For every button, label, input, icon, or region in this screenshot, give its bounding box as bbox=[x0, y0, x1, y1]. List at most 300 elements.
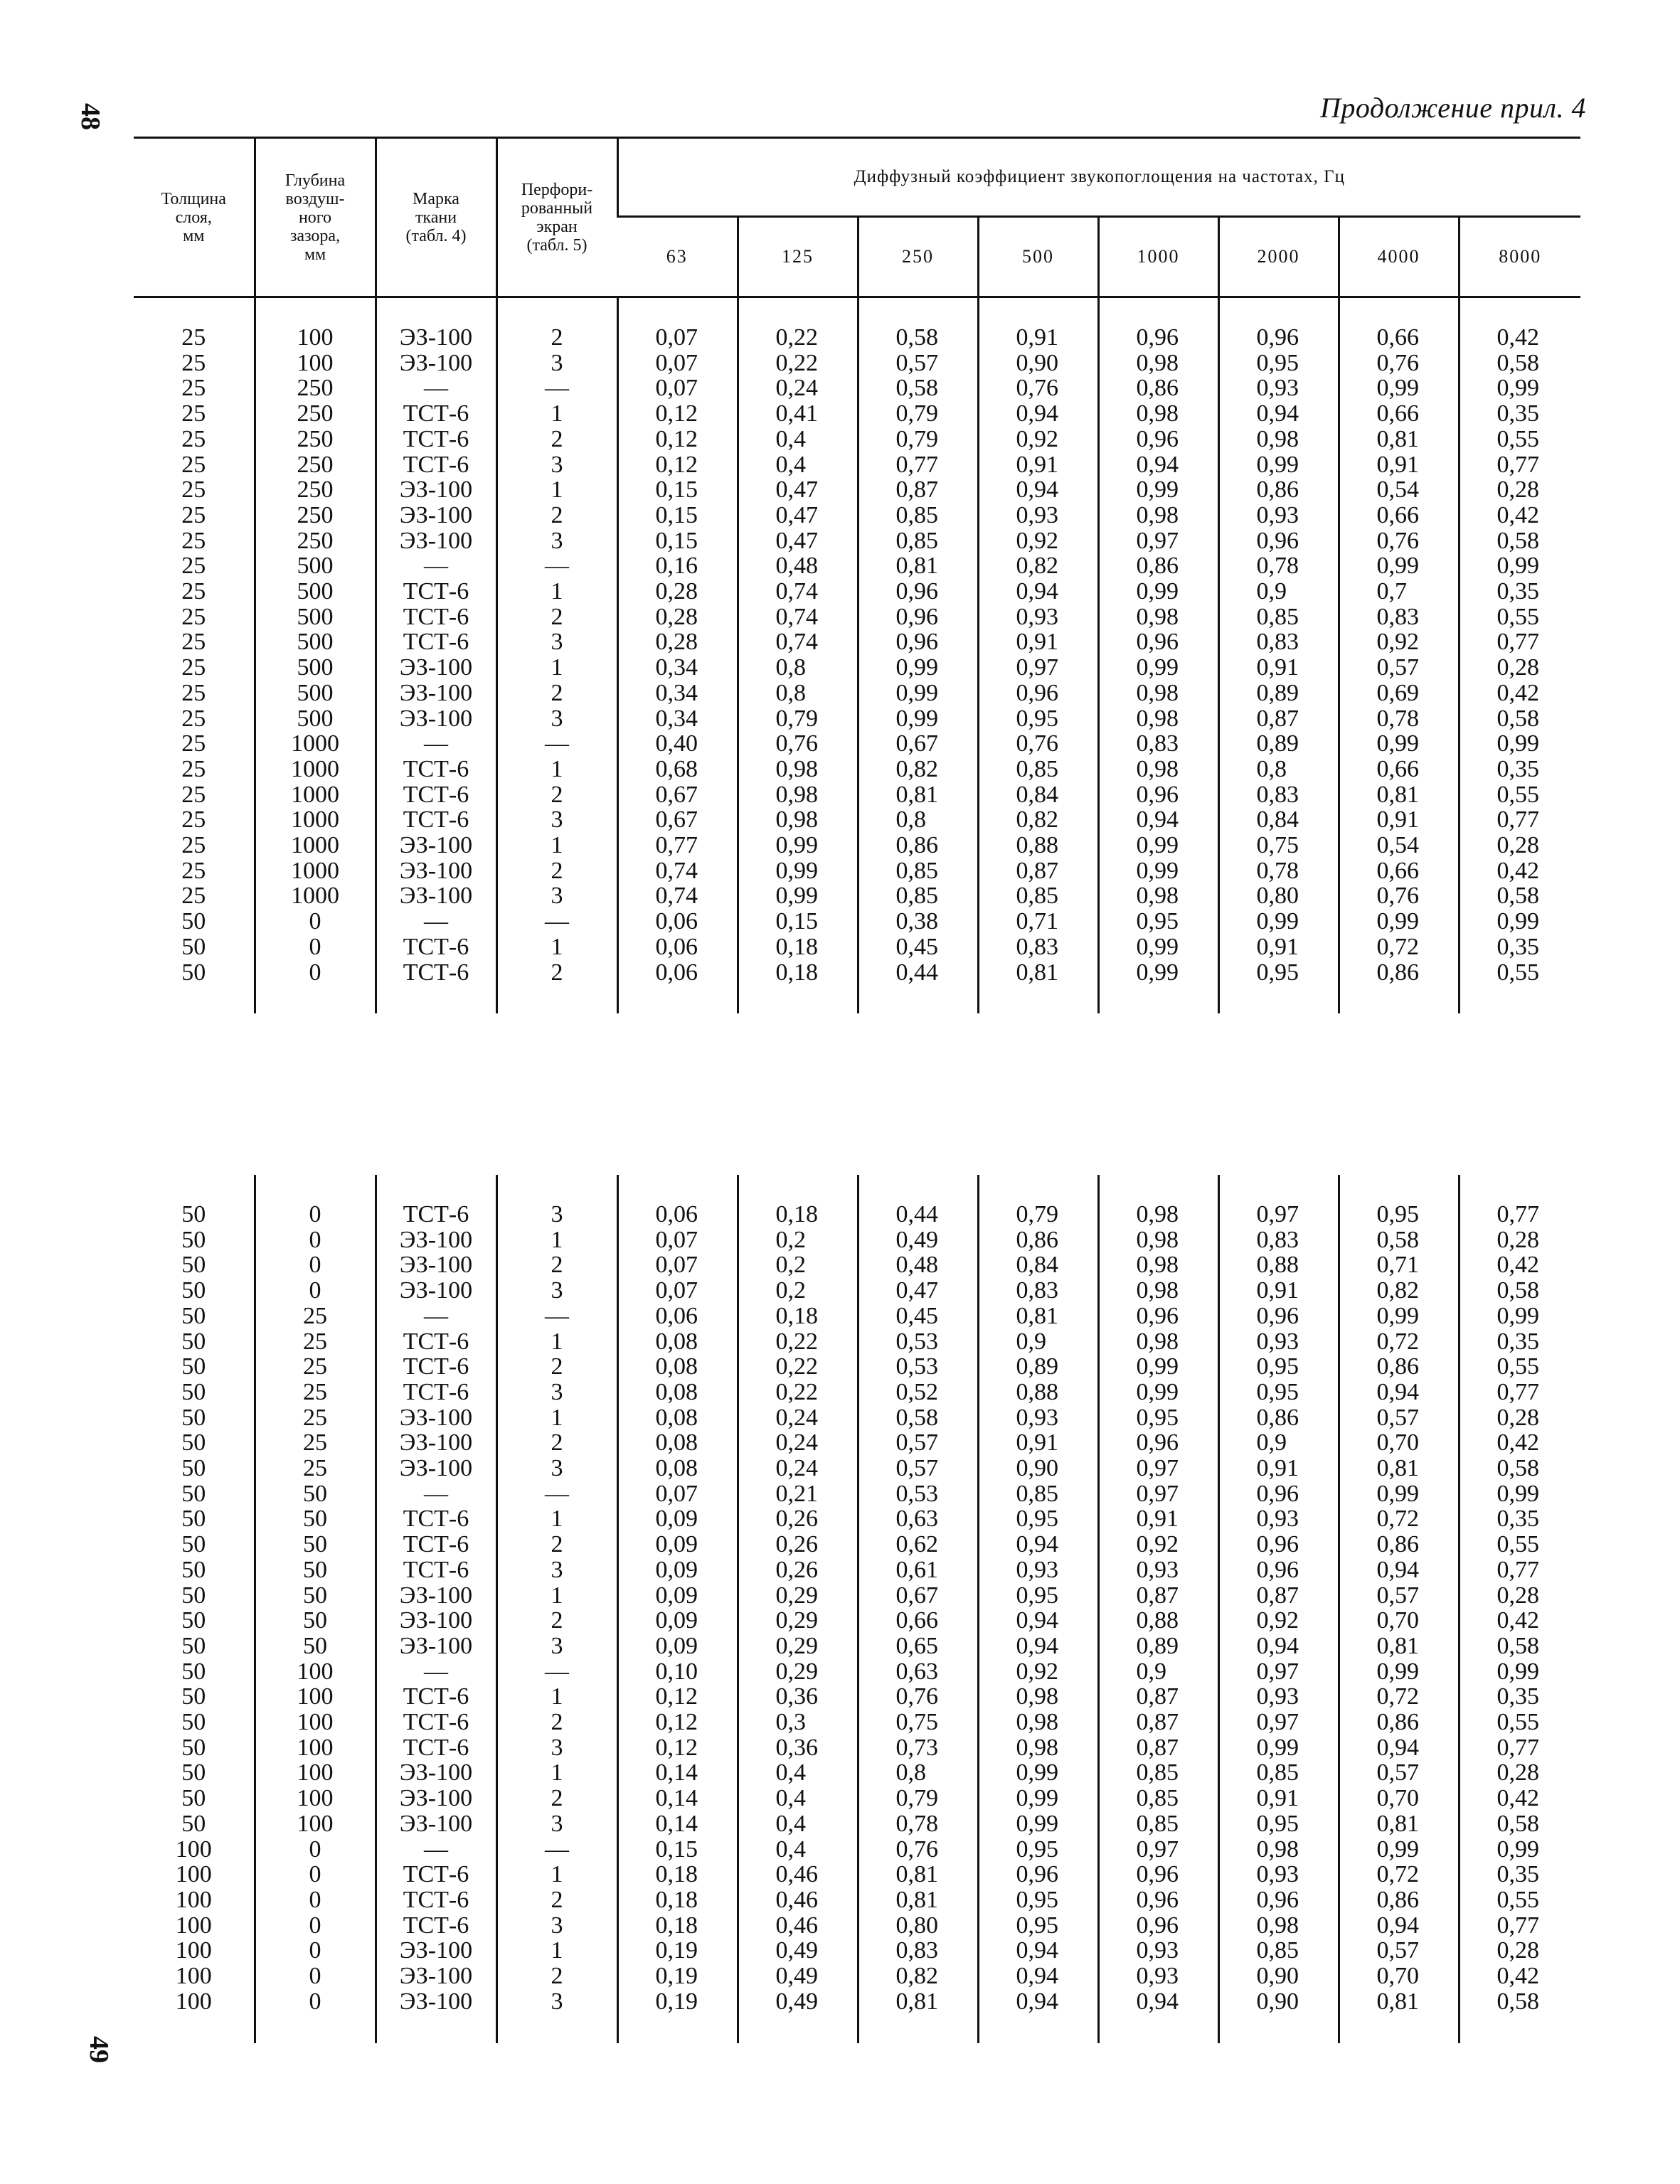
table-cell: 100 bbox=[175, 1937, 212, 1964]
table-cell: 0,72 bbox=[1339, 1684, 1459, 1710]
table-cell: ТСТ-6 bbox=[376, 757, 496, 782]
table-cell: 0,7 bbox=[1339, 579, 1459, 604]
table-cell: 0,97 bbox=[1098, 1837, 1218, 1863]
table-cell: 0,95 bbox=[1098, 909, 1218, 934]
table-cell: 0,14 bbox=[617, 1786, 738, 1811]
spacer-cell bbox=[617, 1175, 738, 1202]
table-cell: 0,98 bbox=[1098, 757, 1218, 782]
table-cell: 0,86 bbox=[1339, 1887, 1459, 1913]
table-cell: ТСТ-6 bbox=[376, 1557, 496, 1583]
table-cell: 50 bbox=[181, 1810, 206, 1837]
table-cell: 1 bbox=[496, 757, 617, 782]
table-row bbox=[134, 1557, 1580, 1583]
table-cell: 0,07 bbox=[617, 1227, 738, 1253]
table-cell: 0,78 bbox=[1339, 706, 1459, 732]
table-cell: 0,46 bbox=[738, 1887, 858, 1913]
table-cell: 0,08 bbox=[617, 1405, 738, 1431]
table-body-top bbox=[134, 297, 1580, 1014]
table-cell: 0,98 bbox=[1098, 604, 1218, 630]
spacer-cell bbox=[1459, 985, 1580, 1013]
table-cell: 25 bbox=[181, 603, 206, 630]
table-cell: 25 bbox=[181, 832, 206, 859]
table-cell: 50 bbox=[181, 1252, 206, 1279]
table-row bbox=[134, 1380, 1580, 1405]
spacer-cell bbox=[376, 1175, 496, 1202]
table-cell: 250 bbox=[255, 528, 376, 554]
table-cell: 0,93 bbox=[978, 1557, 1098, 1583]
table-cell: 0,78 bbox=[858, 1811, 978, 1837]
table-cell: 0,06 bbox=[617, 1202, 738, 1227]
table-cell: 0,99 bbox=[858, 706, 978, 732]
table-cell: 0,87 bbox=[1218, 706, 1339, 732]
table-cell: 0,99 bbox=[1098, 579, 1218, 604]
table-cell: 0,53 bbox=[858, 1329, 978, 1355]
table-cell: 0,22 bbox=[738, 351, 858, 376]
header-freq-125: 125 bbox=[738, 217, 858, 297]
table-cell: 0,29 bbox=[738, 1583, 858, 1609]
table-cell: 0,94 bbox=[978, 401, 1098, 427]
table-cell: 0,97 bbox=[978, 655, 1098, 681]
table-cell: 25 bbox=[255, 1380, 376, 1405]
table-cell: 1 bbox=[496, 579, 617, 604]
table-cell: 0,80 bbox=[1218, 883, 1339, 909]
spacer-cell bbox=[376, 2015, 496, 2043]
table-cell: 0,07 bbox=[617, 1481, 738, 1507]
table-cell: 0,85 bbox=[978, 883, 1098, 909]
table-cell: ЭЗ-100 bbox=[376, 1456, 496, 1481]
table-cell: 0,91 bbox=[1218, 655, 1339, 681]
table-cell: 3 bbox=[496, 1202, 617, 1227]
table-cell: 0,83 bbox=[978, 934, 1098, 960]
table-cell: 0,67 bbox=[617, 782, 738, 808]
spacer-cell bbox=[134, 297, 255, 326]
spacer-cell bbox=[376, 985, 496, 1013]
spacer-cell bbox=[738, 297, 858, 326]
table-cell: 50 bbox=[255, 1506, 376, 1532]
header-freq-1000: 1000 bbox=[1098, 217, 1218, 297]
table-cell: 2 bbox=[496, 1430, 617, 1456]
table-cell: 1000 bbox=[255, 883, 376, 909]
table-cell: 50 bbox=[181, 1506, 206, 1533]
table-cell: ТСТ-6 bbox=[376, 1735, 496, 1761]
table-row bbox=[134, 1811, 1580, 1837]
table-cell: 0,4 bbox=[738, 1760, 858, 1786]
table-cell: 1 bbox=[496, 401, 617, 427]
table-cell: 0,58 bbox=[1459, 706, 1580, 732]
table-cell: 0,80 bbox=[858, 1913, 978, 1939]
table-cell: 0,71 bbox=[978, 909, 1098, 934]
table-cell: 0,83 bbox=[1218, 1227, 1339, 1253]
continuation-title: Продолжение прил. 4 bbox=[1319, 92, 1586, 124]
table-cell: 50 bbox=[255, 1532, 376, 1557]
table-cell: ЭЗ-100 bbox=[376, 706, 496, 732]
table-cell: 0,28 bbox=[1459, 1938, 1580, 1964]
spacer-cell bbox=[134, 2015, 255, 2043]
table-cell: 0,96 bbox=[1218, 1887, 1339, 1913]
header-freq-8000: 8000 bbox=[1459, 217, 1580, 297]
table-row bbox=[134, 1252, 1580, 1278]
table-cell: 0,08 bbox=[617, 1380, 738, 1405]
table-cell: 0,42 bbox=[1459, 325, 1580, 351]
table-cell: 0,57 bbox=[1339, 1760, 1459, 1786]
table-cell: 0,98 bbox=[1098, 1252, 1218, 1278]
table-cell: 50 bbox=[181, 1632, 206, 1659]
table-cell: 0,34 bbox=[617, 681, 738, 706]
table-cell: 2 bbox=[496, 782, 617, 808]
table-cell: — bbox=[376, 909, 496, 934]
table-cell: 0,99 bbox=[1459, 1481, 1580, 1507]
table-cell: 0,41 bbox=[738, 401, 858, 427]
table-cell: 0,79 bbox=[858, 427, 978, 452]
table-cell: 1 bbox=[496, 477, 617, 503]
table-cell: 0,81 bbox=[858, 553, 978, 579]
header-thickness: Толщина слоя, мм bbox=[161, 189, 226, 245]
table-cell: 0,55 bbox=[1459, 1532, 1580, 1557]
table-cell: 50 bbox=[181, 1404, 206, 1431]
table-cell: 0,4 bbox=[738, 1811, 858, 1837]
table-cell: 0,28 bbox=[1459, 655, 1580, 681]
table-row bbox=[134, 1760, 1580, 1786]
table-cell: 25 bbox=[181, 349, 206, 376]
table-cell: 0,29 bbox=[738, 1634, 858, 1659]
table-cell: 0,96 bbox=[978, 1862, 1098, 1887]
table-row bbox=[134, 579, 1580, 604]
header-freq-250: 250 bbox=[858, 217, 978, 297]
table-row bbox=[134, 1989, 1580, 2015]
table-cell: 0,44 bbox=[858, 1202, 978, 1227]
table-cell: 0,99 bbox=[1098, 1354, 1218, 1380]
table-cell: 500 bbox=[255, 553, 376, 579]
header-freq-500: 500 bbox=[978, 217, 1098, 297]
spacer-cell bbox=[1098, 2015, 1218, 2043]
table-cell: 0,35 bbox=[1459, 757, 1580, 782]
table-cell: 0,90 bbox=[978, 1456, 1098, 1481]
table-cell: 0,4 bbox=[738, 427, 858, 452]
spacer-cell bbox=[1339, 985, 1459, 1013]
table-cell: ТСТ-6 bbox=[376, 1202, 496, 1227]
table-cell: 0,94 bbox=[978, 1964, 1098, 1989]
table-cell: 0,83 bbox=[1098, 731, 1218, 757]
table-cell: 0,09 bbox=[617, 1634, 738, 1659]
table-cell: 0,99 bbox=[978, 1760, 1098, 1786]
table-cell: 0,93 bbox=[978, 503, 1098, 528]
table-cell: 0,28 bbox=[617, 629, 738, 655]
table-row bbox=[134, 655, 1580, 681]
table-cell: 0,15 bbox=[617, 477, 738, 503]
table-cell: 25 bbox=[181, 451, 206, 478]
table-cell: 50 bbox=[181, 1607, 206, 1634]
table-cell: 0,12 bbox=[617, 427, 738, 452]
table-cell: 0,07 bbox=[617, 1252, 738, 1278]
table-cell: 0,96 bbox=[1098, 629, 1218, 655]
table-cell: 50 bbox=[181, 1378, 206, 1405]
table-cell: 0,9 bbox=[1218, 1430, 1339, 1456]
spacer-cell bbox=[255, 1175, 376, 1202]
table-cell: ТСТ-6 bbox=[376, 401, 496, 427]
table-cell: 2 bbox=[496, 1252, 617, 1278]
table-row bbox=[134, 883, 1580, 909]
spacer-cell bbox=[496, 985, 617, 1013]
table-cell: — bbox=[496, 909, 617, 934]
table-cell: — bbox=[496, 1304, 617, 1329]
spacer-cell bbox=[978, 297, 1098, 326]
table-cell: 0,81 bbox=[978, 960, 1098, 986]
table-row bbox=[134, 681, 1580, 706]
table-cell: 0,94 bbox=[1098, 452, 1218, 478]
table-cell: 0,89 bbox=[978, 1354, 1098, 1380]
table-cell: 0,12 bbox=[617, 1735, 738, 1761]
table-cell: ЭЗ-100 bbox=[376, 1938, 496, 1964]
table-cell: ТСТ-6 bbox=[376, 1329, 496, 1355]
table-cell: 2 bbox=[496, 1964, 617, 1989]
table-cell: 1 bbox=[496, 1405, 617, 1431]
table-cell: 100 bbox=[255, 1684, 376, 1710]
table-cell: 3 bbox=[496, 1989, 617, 2015]
table-cell: 0,95 bbox=[978, 706, 1098, 732]
table-cell: 0,81 bbox=[858, 1989, 978, 2015]
table-cell: 0,3 bbox=[738, 1710, 858, 1735]
table-cell: 0,92 bbox=[978, 528, 1098, 554]
table-cell: 0,58 bbox=[1459, 1456, 1580, 1481]
table-cell: 0,99 bbox=[1339, 1481, 1459, 1507]
spacer-cell bbox=[738, 1175, 858, 1202]
table-cell: ЭЗ-100 bbox=[376, 325, 496, 351]
table-cell: 0,35 bbox=[1459, 579, 1580, 604]
table-row bbox=[134, 1202, 1580, 1227]
table-cell: 0,95 bbox=[1339, 1202, 1459, 1227]
table-cell: 0,99 bbox=[1339, 1304, 1459, 1329]
table-cell: 0,97 bbox=[1098, 528, 1218, 554]
table-row bbox=[134, 833, 1580, 858]
table-cell: 0 bbox=[255, 1227, 376, 1253]
table-cell: 0,58 bbox=[1459, 883, 1580, 909]
table-cell: 0,66 bbox=[1339, 401, 1459, 427]
table-cell: 0,81 bbox=[1339, 427, 1459, 452]
table-cell: 0,86 bbox=[1339, 1532, 1459, 1557]
table-cell: 0,42 bbox=[1459, 1430, 1580, 1456]
table-cell: ЭЗ-100 bbox=[376, 1405, 496, 1431]
table-cell: 0,81 bbox=[1339, 782, 1459, 808]
table-cell: 0,96 bbox=[858, 579, 978, 604]
table-cell: 0,9 bbox=[1098, 1659, 1218, 1685]
table-cell: 0 bbox=[255, 1252, 376, 1278]
table-cell: 0,2 bbox=[738, 1278, 858, 1304]
table-body-bottom bbox=[134, 1175, 1580, 2043]
table-cell: 0,75 bbox=[858, 1710, 978, 1735]
table-cell: 50 bbox=[181, 1683, 206, 1710]
table-cell: 0,98 bbox=[1218, 1913, 1339, 1939]
table-cell: 0,87 bbox=[1098, 1583, 1218, 1609]
table-cell: 0,58 bbox=[1459, 351, 1580, 376]
table-cell: 0,98 bbox=[1098, 1227, 1218, 1253]
table-cell: 0,85 bbox=[978, 1481, 1098, 1507]
table-row bbox=[134, 1304, 1580, 1329]
table-row bbox=[134, 604, 1580, 630]
table-cell: 0,35 bbox=[1459, 1329, 1580, 1355]
spacer-cell bbox=[1459, 297, 1580, 326]
table-cell: 100 bbox=[255, 1786, 376, 1811]
table-cell: 0,70 bbox=[1339, 1786, 1459, 1811]
table-cell: 0,77 bbox=[1459, 1202, 1580, 1227]
table-cell: 0,12 bbox=[617, 1684, 738, 1710]
table-cell: 0,85 bbox=[1098, 1786, 1218, 1811]
table-cell: 0,82 bbox=[858, 1964, 978, 1989]
table-cell: 0,4 bbox=[738, 1786, 858, 1811]
table-cell: 0,98 bbox=[1098, 351, 1218, 376]
table-cell: 0,95 bbox=[1218, 1380, 1339, 1405]
table-cell: 0,49 bbox=[738, 1989, 858, 2015]
table-cell: 0,94 bbox=[978, 1989, 1098, 2015]
table-cell: ЭЗ-100 bbox=[376, 1583, 496, 1609]
table-cell: 0,98 bbox=[738, 782, 858, 808]
table-cell: 0,99 bbox=[1459, 1659, 1580, 1685]
table-cell: 0,35 bbox=[1459, 1684, 1580, 1710]
table-cell: 1 bbox=[496, 934, 617, 960]
table-cell: 0,14 bbox=[617, 1811, 738, 1837]
table-row bbox=[134, 858, 1580, 884]
table-cell: 50 bbox=[181, 1531, 206, 1558]
table-cell: 0,85 bbox=[1098, 1811, 1218, 1837]
table-cell: 1 bbox=[496, 1760, 617, 1786]
table-cell: 0,57 bbox=[858, 351, 978, 376]
table-cell: 0,93 bbox=[978, 604, 1098, 630]
table-cell: ТСТ-6 bbox=[376, 1684, 496, 1710]
table-cell: 0 bbox=[255, 909, 376, 934]
table-cell: 0,15 bbox=[738, 909, 858, 934]
table-cell: 25 bbox=[255, 1329, 376, 1355]
table-cell: 0,76 bbox=[1339, 883, 1459, 909]
table-cell: 2 bbox=[496, 1532, 617, 1557]
table-cell: 0,95 bbox=[978, 1837, 1098, 1863]
table-cell: 0,99 bbox=[1339, 731, 1459, 757]
table-cell: 0,24 bbox=[738, 1405, 858, 1431]
table-cell: 1 bbox=[496, 1227, 617, 1253]
spacer-cell bbox=[1339, 2015, 1459, 2043]
table-cell: 1 bbox=[496, 1938, 617, 1964]
table-cell: 0,81 bbox=[858, 1887, 978, 1913]
table-cell: 2 bbox=[496, 1887, 617, 1913]
table-cell: 0,99 bbox=[1459, 909, 1580, 934]
table-row bbox=[134, 1354, 1580, 1380]
table-cell: 0,91 bbox=[1098, 1506, 1218, 1532]
table-cell: — bbox=[496, 731, 617, 757]
table-cell: 0,22 bbox=[738, 1380, 858, 1405]
table-cell: 100 bbox=[175, 1886, 212, 1913]
table-cell: 0,88 bbox=[978, 1380, 1098, 1405]
table-cell: 0,74 bbox=[738, 604, 858, 630]
table-cell: 250 bbox=[255, 503, 376, 528]
table-cell: 0 bbox=[255, 1202, 376, 1227]
table-cell: 0,81 bbox=[858, 1862, 978, 1887]
table-cell: ТСТ-6 bbox=[376, 934, 496, 960]
table-cell: ЭЗ-100 bbox=[376, 655, 496, 681]
table-cell: 0,71 bbox=[1339, 1252, 1459, 1278]
table-cell: 0,95 bbox=[978, 1506, 1098, 1532]
table-cell: 2 bbox=[496, 858, 617, 884]
table-cell: ТСТ-6 bbox=[376, 1862, 496, 1887]
table-row bbox=[134, 1481, 1580, 1507]
table-cell: 50 bbox=[181, 1201, 206, 1227]
table-cell: 0,73 bbox=[858, 1735, 978, 1761]
table-cell: 0,76 bbox=[1339, 351, 1459, 376]
table-cell: 1 bbox=[496, 1684, 617, 1710]
table-cell: 0,19 bbox=[617, 1964, 738, 1989]
table-cell: 50 bbox=[255, 1481, 376, 1507]
table-cell: 100 bbox=[175, 1963, 212, 1990]
table-cell: 0,66 bbox=[1339, 325, 1459, 351]
table-row bbox=[134, 351, 1580, 376]
table-cell: 0,90 bbox=[978, 351, 1098, 376]
table-cell: 50 bbox=[181, 1328, 206, 1355]
table-cell: 50 bbox=[181, 1734, 206, 1761]
table-cell: 0,54 bbox=[1339, 833, 1459, 858]
table-cell: 0,99 bbox=[1459, 1837, 1580, 1863]
table-row bbox=[134, 452, 1580, 478]
table-cell: 0,55 bbox=[1459, 960, 1580, 986]
table-cell: 0,08 bbox=[617, 1329, 738, 1355]
table-cell: 0,58 bbox=[858, 1405, 978, 1431]
table-cell: 0,4 bbox=[738, 1837, 858, 1863]
table-cell: 0,74 bbox=[617, 883, 738, 909]
table-cell: 0,85 bbox=[858, 503, 978, 528]
table-cell: 100 bbox=[255, 1659, 376, 1685]
table-cell: 0,81 bbox=[858, 782, 978, 808]
table-cell: 0,99 bbox=[1098, 934, 1218, 960]
table-cell: 0,18 bbox=[617, 1887, 738, 1913]
table-cell: 1000 bbox=[255, 782, 376, 808]
spacer-cell bbox=[1098, 1175, 1218, 1202]
spacer-cell bbox=[1339, 297, 1459, 326]
table-cell: 0,55 bbox=[1459, 1354, 1580, 1380]
table-cell: 0,92 bbox=[1218, 1608, 1339, 1634]
table-cell: 0,87 bbox=[1098, 1710, 1218, 1735]
spacer-row bbox=[134, 2015, 1580, 2043]
table-cell: 50 bbox=[181, 908, 206, 935]
table-cell: 0,98 bbox=[738, 757, 858, 782]
table-cell: 100 bbox=[255, 1811, 376, 1837]
table-row bbox=[134, 375, 1580, 401]
table-cell: — bbox=[376, 1304, 496, 1329]
table-cell: 25 bbox=[181, 578, 206, 605]
table-cell: 50 bbox=[181, 1455, 206, 1482]
table-cell: 0,85 bbox=[1218, 1938, 1339, 1964]
table-cell: 0,84 bbox=[1218, 807, 1339, 833]
table-row bbox=[134, 1684, 1580, 1710]
table-row bbox=[134, 1659, 1580, 1685]
table-cell: 0,99 bbox=[738, 883, 858, 909]
table-cell: 100 bbox=[175, 1836, 212, 1863]
table-cell: 0,67 bbox=[858, 731, 978, 757]
table-cell: 0,93 bbox=[1218, 1684, 1339, 1710]
table-cell: 0,46 bbox=[738, 1913, 858, 1939]
table-cell: 0,35 bbox=[1459, 1506, 1580, 1532]
table-cell: 0,99 bbox=[1459, 731, 1580, 757]
table-cell: 0,52 bbox=[858, 1380, 978, 1405]
table-cell: 25 bbox=[181, 705, 206, 732]
table-cell: 0,93 bbox=[1218, 1506, 1339, 1532]
table-cell: 0,22 bbox=[738, 325, 858, 351]
table-cell: 250 bbox=[255, 401, 376, 427]
table-cell: 0,86 bbox=[858, 833, 978, 858]
table-cell: 0 bbox=[255, 960, 376, 986]
table-cell: 0,94 bbox=[1098, 1989, 1218, 2015]
table-cell: ЭЗ-100 bbox=[376, 1430, 496, 1456]
table-row bbox=[134, 960, 1580, 986]
table-cell: — bbox=[376, 553, 496, 579]
table-cell: ЭЗ-100 bbox=[376, 1252, 496, 1278]
table-cell: 0,75 bbox=[1218, 833, 1339, 858]
table-cell: 0,45 bbox=[858, 934, 978, 960]
